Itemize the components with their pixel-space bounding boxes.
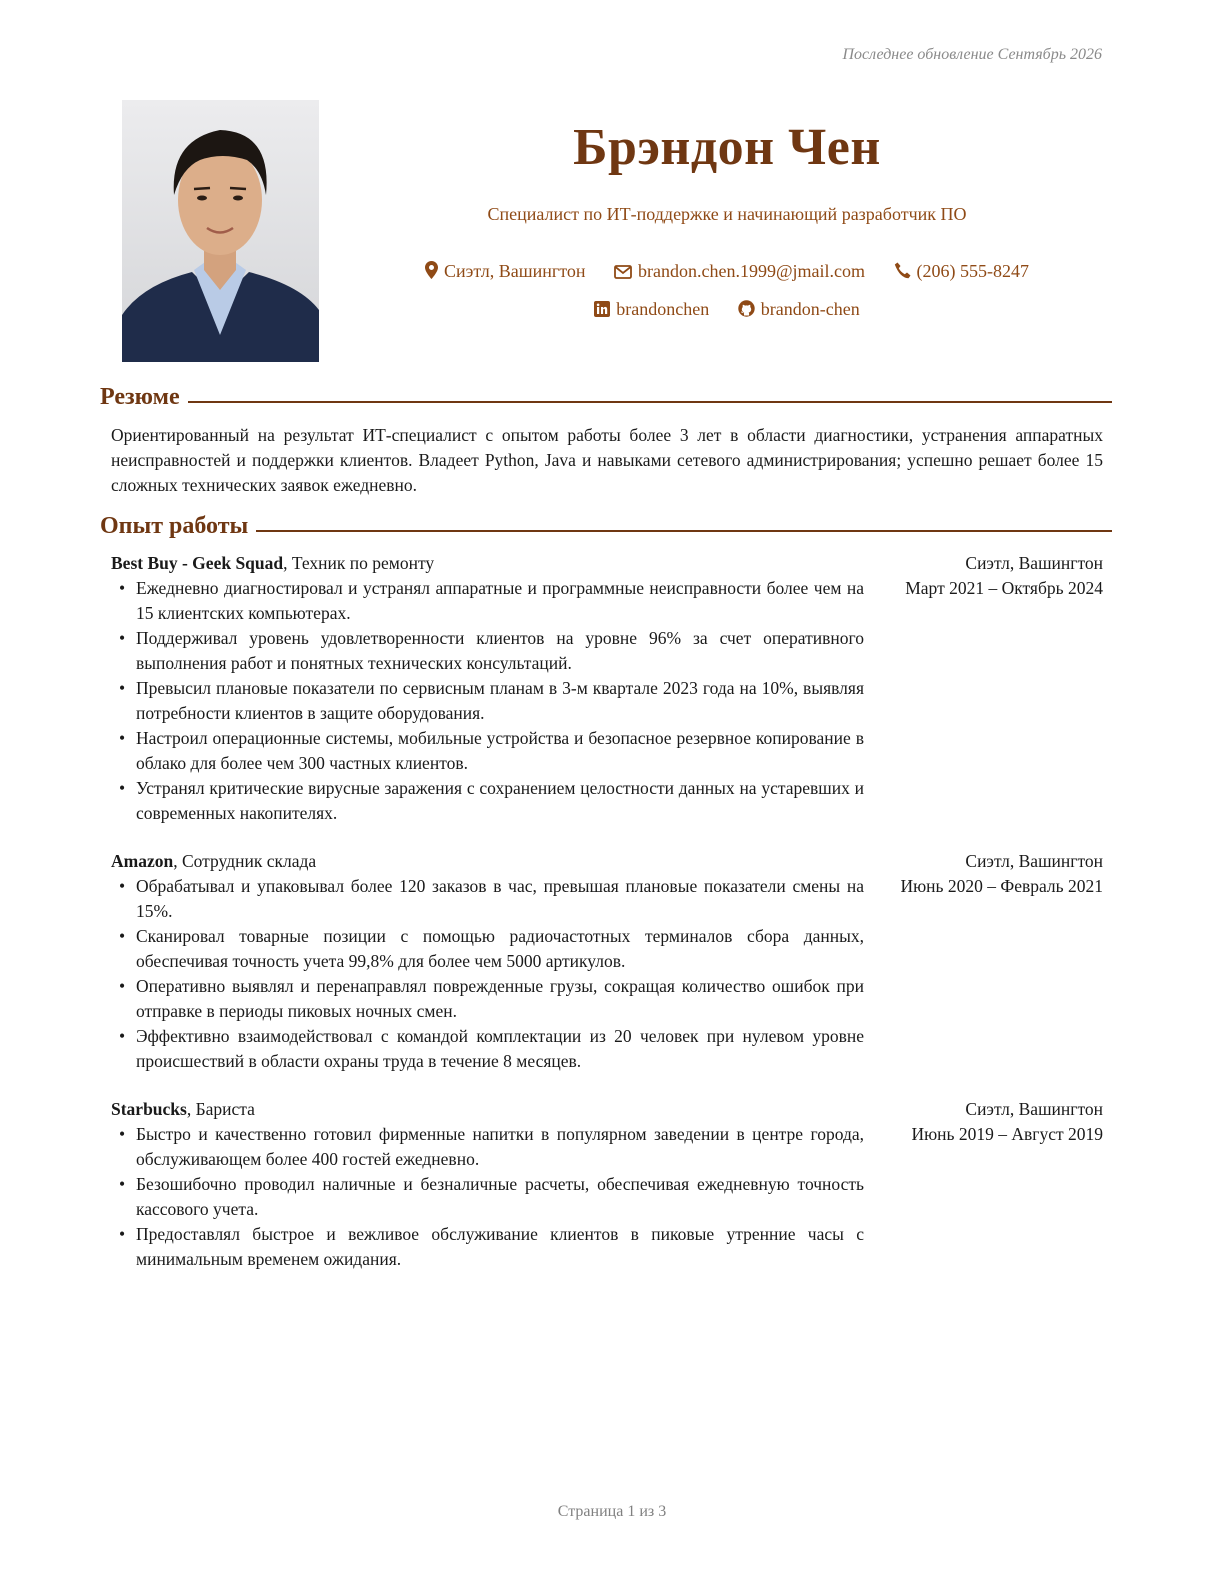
linkedin-icon <box>594 301 610 317</box>
contact-phone[interactable] <box>894 261 1029 282</box>
job-entry <box>111 1097 1103 1272</box>
job-entry <box>111 551 1103 826</box>
job-heading <box>111 551 434 576</box>
contact-row-social <box>330 299 1124 320</box>
job-bullets <box>111 1122 864 1272</box>
company-name: Best Buy - Geek Squad <box>111 553 284 573</box>
job-location: Сиэтл, Вашингтон <box>965 851 1103 871</box>
phone-link[interactable]: (206) 555-8247 <box>916 261 1030 281</box>
section-title: Резюме <box>100 384 180 410</box>
job-dates: Июнь 2019 – Август 2019 <box>911 1124 1103 1144</box>
envelope-icon <box>614 265 632 279</box>
section-title: Опыт работы <box>100 513 249 539</box>
last-updated: Последнее обновление Сентябрь 2026 <box>842 46 1102 63</box>
company-name: Amazon <box>111 851 174 871</box>
section-summary-heading <box>100 384 1112 411</box>
github-icon <box>738 300 755 317</box>
job-bullets <box>111 576 864 826</box>
job-role: , Сотрудник склада <box>173 851 317 871</box>
list-item: • Эффективно взаимодействовал с командой комплектации из 20 человек при нулевом уровне происшествий в области охраны труда в течение 8 месяцев. <box>136 1024 864 1074</box>
job-dates: Июнь 2020 – Февраль 2021 <box>900 876 1103 896</box>
list-item: • Оперативно выявлял и перенаправлял поврежденные грузы, сокращая количество ошибок при отправке в периоды пиковых ночных смен. <box>136 974 864 1024</box>
location-text: Сиэтл, Вашингтон <box>443 261 586 281</box>
contact-location <box>425 261 586 282</box>
list-item: • Ежедневно диагностировал и устранял аппаратные и программные неисправности более чем на 15 клиентских компьютерах. <box>136 576 864 626</box>
candidate-name: Брэндон Чен <box>573 119 881 176</box>
section-experience-heading <box>100 513 1112 540</box>
job-role: , Техник по ремонту <box>283 553 435 573</box>
contact-row-primary <box>330 261 1124 282</box>
list-item: • Обрабатывал и упаковывал более 120 заказов в час, превышая плановые показатели смены на 15%. <box>136 874 864 924</box>
github-link[interactable]: brandon-chen <box>760 299 860 319</box>
list-item: • Предоставлял быстрое и вежливое обслуживание клиентов в пиковые утренние часы с минимальным временем ожидания. <box>136 1222 864 1272</box>
job-role: , Бариста <box>186 1099 255 1119</box>
profile-photo <box>122 100 319 362</box>
contact-github[interactable] <box>738 299 860 320</box>
list-item: • Настроил операционные системы, мобильные устройства и безопасное резервное копирование в облако для более чем 300 частных клиентов. <box>136 726 864 776</box>
job-entry <box>111 849 1103 1074</box>
list-item: • Превысил плановые показатели по сервисным планам в 3-м квартале 2023 года на 10%, выявляя потребности клиентов в защите оборудования. <box>136 676 864 726</box>
list-item: • Поддерживал уровень удовлетворенности клиентов на уровне 96% за счет оперативного выполнения работ и понятных технических консультаций. <box>136 626 864 676</box>
contact-email[interactable] <box>614 261 865 282</box>
list-item: • Устранял критические вирусные заражения с сохранением целостности данных на устаревших и современных накопителях. <box>136 776 864 826</box>
job-heading <box>111 1097 255 1122</box>
map-pin-icon <box>425 261 438 279</box>
list-item: • Быстро и качественно готовил фирменные напитки в популярном заведении в центре города, обслуживающем более 400 гостей ежедневно. <box>136 1122 864 1172</box>
email-link[interactable]: brandon.chen.1999@jmail.com <box>638 261 866 281</box>
list-item: • Безошибочно проводил наличные и безналичные расчеты, обеспечивая ежедневную точность кассового учета. <box>136 1172 864 1222</box>
page-number: Страница 1 из 3 <box>557 1503 667 1520</box>
linkedin-link[interactable]: brandonchen <box>616 299 710 319</box>
section-divider <box>256 530 1112 532</box>
candidate-title: Специалист по ИТ-поддержке и начинающий разработчик ПО <box>487 204 967 224</box>
company-name: Starbucks <box>111 1099 187 1119</box>
job-location: Сиэтл, Вашингтон <box>965 553 1103 573</box>
section-divider <box>188 401 1112 403</box>
job-heading <box>111 849 316 874</box>
job-dates: Март 2021 – Октябрь 2024 <box>905 578 1103 598</box>
summary-text: Ориентированный на результат ИТ-специалист с опытом работы более 3 лет в области диагностики, устранения аппаратных неисправностей и поддержки клиентов. Владеет Python, Java и навыками сетевого администрирования; успешно решает более 15 сложных технических заявок ежедневно. <box>111 425 1103 495</box>
contact-linkedin[interactable] <box>594 299 709 320</box>
job-bullets <box>111 874 864 1074</box>
list-item: • Сканировал товарные позиции с помощью радиочастотных терминалов сбора данных, обеспечивая точность учета 99,8% для более чем 5000 артикулов. <box>136 924 864 974</box>
job-location: Сиэтл, Вашингтон <box>965 1099 1103 1119</box>
phone-icon <box>894 262 911 279</box>
